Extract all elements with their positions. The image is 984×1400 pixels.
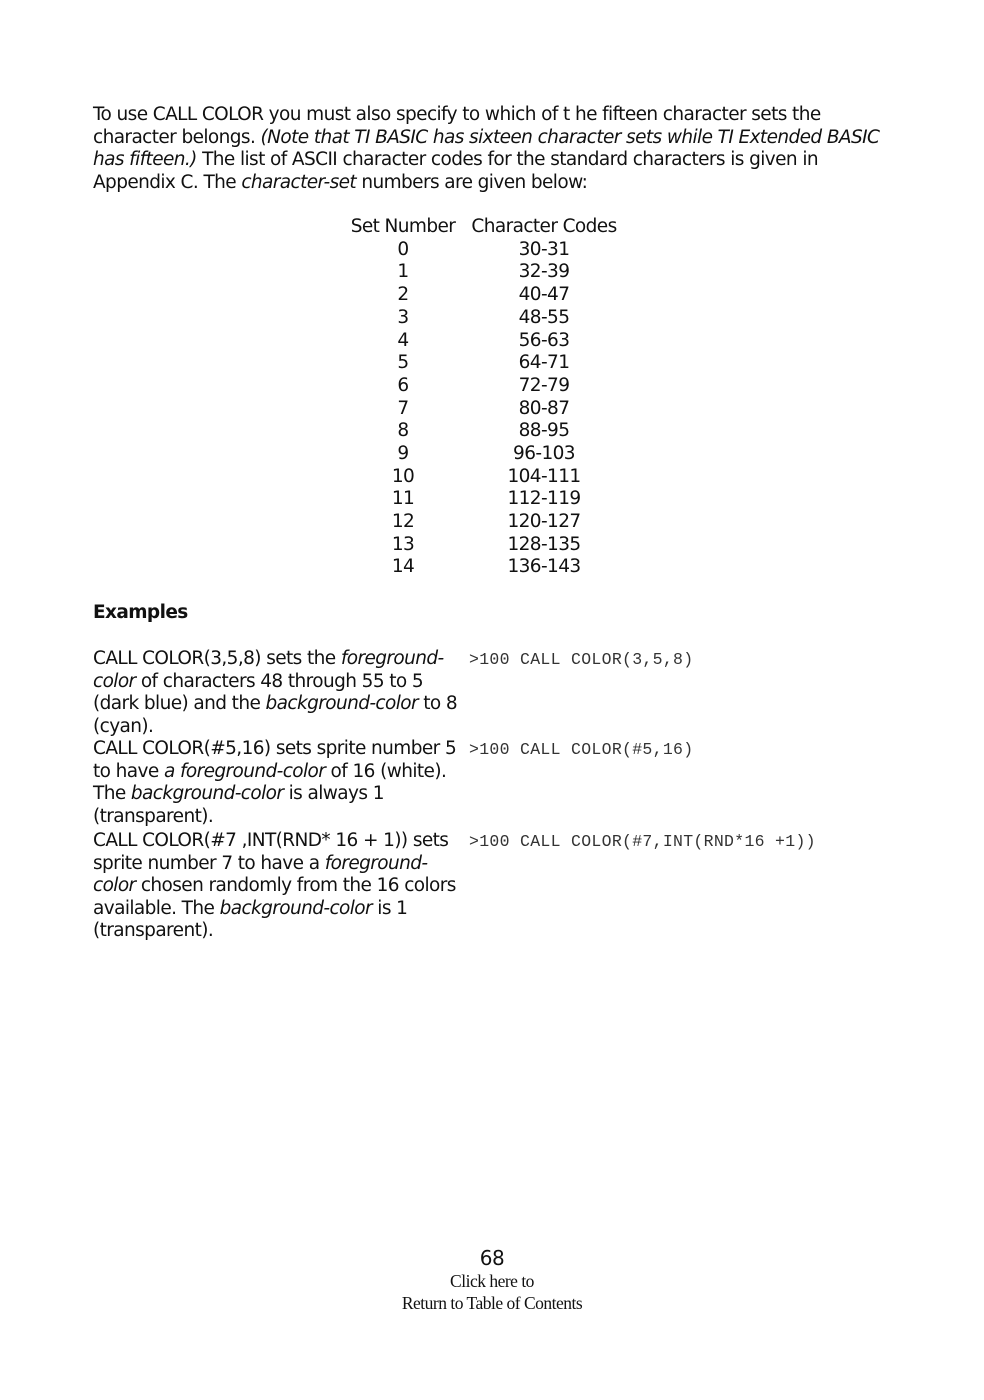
example-term: background-color (265, 693, 418, 714)
table-header-row (340, 216, 622, 239)
example-text: is always 1 (transparent). (93, 783, 384, 827)
example-term: a foreground-color (163, 760, 326, 782)
table-row (340, 466, 622, 489)
character-codes-cell: 40-47 (518, 284, 570, 306)
character-codes-cell: 120-127 (507, 511, 581, 533)
set-number-cell: 14 (391, 556, 415, 578)
table-body (340, 239, 622, 579)
character-codes-cell: 32-39 (518, 261, 570, 283)
example-text: CALL COLOR(#5,16) sets sprite number 5 to have (93, 738, 457, 782)
table-row (340, 511, 622, 534)
example-text: to 8 (cyan). (93, 693, 458, 737)
table-row (340, 534, 622, 557)
page-footer (0, 1246, 984, 1314)
character-codes-cell: 30-31 (518, 238, 570, 260)
example-text: is 1 (transparent). (93, 897, 408, 941)
example-term: foreground-color (93, 852, 428, 896)
example-1-description (93, 648, 463, 738)
set-number-cell: 4 (397, 329, 409, 351)
set-number-cell: 0 (397, 238, 409, 260)
character-codes-cell: 88-95 (518, 420, 570, 442)
example-term: foreground-color (93, 648, 444, 692)
table-row (340, 556, 622, 579)
set-number-cell: 2 (397, 284, 409, 306)
table-row (340, 239, 622, 262)
character-codes-cell: 112-119 (507, 488, 581, 510)
example-3-code: >100 CALL COLOR(#7,INT(RND*16 +1)) (469, 832, 816, 851)
example-1-code: >100 CALL COLOR(3,5,8) (469, 650, 694, 669)
example-2-description (93, 738, 463, 828)
set-number-cell: 11 (391, 488, 415, 510)
intro-text-2: The list of ASCII character codes for the standard characters is given in Appendix C. The (93, 149, 818, 193)
character-codes-cell: 80-87 (518, 397, 570, 419)
header-character-codes: Character Codes (471, 216, 617, 238)
intro-text-1: To use CALL COLOR you must also specify to which of t he fifteen character sets the character belongs. (93, 104, 821, 148)
intro-text-3: numbers are given below: (356, 171, 588, 193)
example-text: of characters 48 through 55 to 5 (dark blue) and the (93, 670, 424, 714)
set-number-cell: 13 (391, 533, 415, 555)
character-codes-cell: 64-71 (518, 352, 570, 374)
table-row (340, 398, 622, 421)
example-text: CALL COLOR(#7 ,INT(RND* 16 + 1)) sets sprite number 7 to have a (93, 830, 449, 874)
set-number-cell: 8 (397, 420, 409, 442)
character-codes-cell: 48-55 (518, 306, 570, 328)
table-row (340, 352, 622, 375)
page-number: 68 (479, 1246, 505, 1270)
example-text: CALL COLOR(3,5,8) sets the (93, 648, 341, 669)
character-codes-cell: 56-63 (518, 329, 570, 351)
table-row (340, 488, 622, 511)
example-3-description (93, 830, 463, 943)
intro-paragraph (93, 104, 893, 194)
character-codes-cell: 72-79 (518, 374, 570, 396)
table-row (340, 307, 622, 330)
intro-note: (Note that TI BASIC has sixteen character sets while TI Extended BASIC has fifteen.) (93, 126, 880, 170)
set-number-cell: 7 (397, 397, 409, 419)
character-codes-cell: 104-111 (507, 465, 581, 487)
set-number-cell: 10 (391, 465, 415, 487)
set-number-cell: 3 (397, 306, 409, 328)
toc-link-line-1[interactable]: Click here to (450, 1271, 534, 1291)
header-set-number: Set Number (350, 216, 456, 238)
example-text: of 16 (white). The (93, 760, 447, 804)
toc-link-line-2[interactable]: Return to Table of Contents (401, 1293, 583, 1313)
character-codes-cell: 128-135 (507, 533, 581, 555)
set-number-cell: 5 (397, 352, 409, 374)
examples-heading: Examples (93, 602, 188, 623)
intro-term-character-set: character-set (241, 171, 357, 193)
set-number-cell: 12 (391, 511, 415, 533)
example-2-code: >100 CALL COLOR(#5,16) (469, 740, 694, 759)
table-row (340, 420, 622, 443)
example-text: chosen randomly from the 16 colors available. The (93, 875, 456, 919)
table-row (340, 284, 622, 307)
example-term: background-color (219, 897, 373, 919)
table-row (340, 261, 622, 284)
character-set-table (340, 216, 622, 579)
table-row (340, 375, 622, 398)
set-number-cell: 6 (397, 374, 409, 396)
character-codes-cell: 136-143 (507, 556, 581, 578)
set-number-cell: 1 (397, 261, 409, 283)
set-number-cell: 9 (397, 442, 409, 464)
table-row (340, 329, 622, 352)
table-row (340, 443, 622, 466)
character-codes-cell: 96-103 (513, 442, 575, 464)
example-term: background-color (130, 783, 284, 804)
